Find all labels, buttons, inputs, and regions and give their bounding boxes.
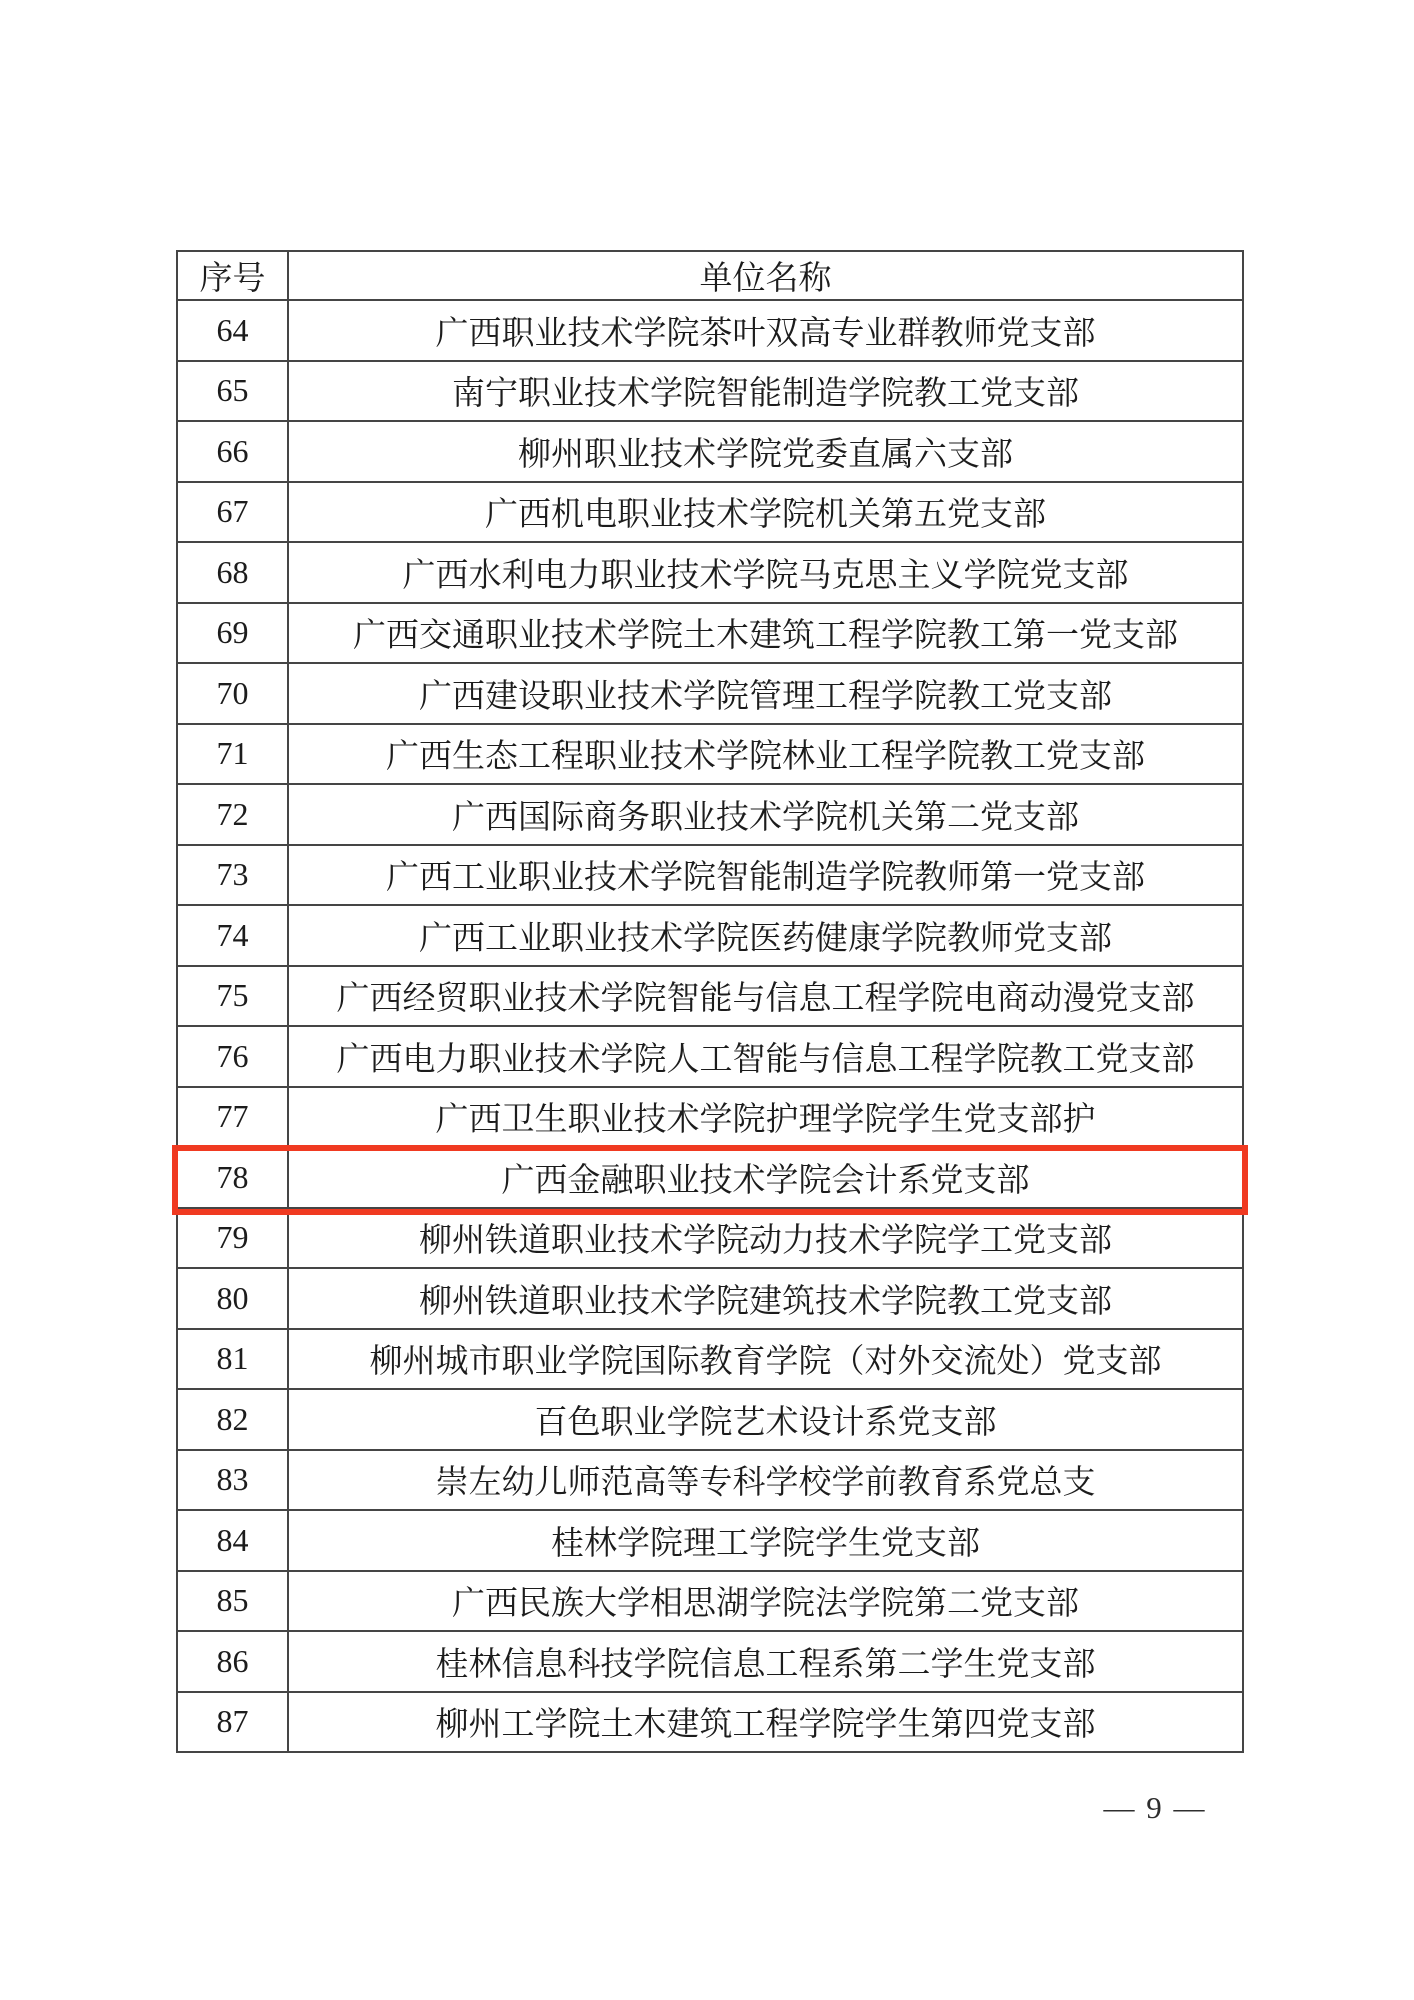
- row-number-cell: 75: [177, 966, 288, 1027]
- table-row: [177, 603, 1243, 664]
- row-number-cell: 86: [177, 1631, 288, 1692]
- unit-name-cell: 桂林学院理工学院学生党支部: [288, 1510, 1243, 1571]
- row-number-cell: 73: [177, 845, 288, 906]
- unit-table: [176, 250, 1244, 1753]
- unit-name-cell: 广西建设职业技术学院管理工程学院教工党支部: [288, 663, 1243, 724]
- table-row: [177, 1026, 1243, 1087]
- table-row: [177, 1087, 1243, 1148]
- header-unit-name: 单位名称: [288, 251, 1243, 300]
- table-row: [177, 663, 1243, 724]
- table-row: [177, 1571, 1243, 1632]
- table-row: [177, 1268, 1243, 1329]
- table-row: [177, 421, 1243, 482]
- table-row: [177, 724, 1243, 785]
- row-number-cell: 76: [177, 1026, 288, 1087]
- table-row: [177, 845, 1243, 906]
- unit-table-body: [177, 300, 1243, 1752]
- row-number-cell: 77: [177, 1087, 288, 1148]
- row-number-cell: 78: [177, 1147, 288, 1208]
- table-row: [177, 1510, 1243, 1571]
- table-row: [177, 361, 1243, 422]
- unit-name-cell: 南宁职业技术学院智能制造学院教工党支部: [288, 361, 1243, 422]
- unit-name-cell: 柳州铁道职业技术学院建筑技术学院教工党支部: [288, 1268, 1243, 1329]
- unit-name-cell: 百色职业学院艺术设计系党支部: [288, 1389, 1243, 1450]
- unit-name-cell: 桂林信息科技学院信息工程系第二学生党支部: [288, 1631, 1243, 1692]
- header-serial-number: 序号: [177, 251, 288, 300]
- unit-name-cell: 柳州职业技术学院党委直属六支部: [288, 421, 1243, 482]
- table-row: [177, 1208, 1243, 1269]
- row-number-cell: 65: [177, 361, 288, 422]
- table-row: [177, 1389, 1243, 1450]
- table-header-row: [177, 251, 1243, 300]
- table-row: [177, 966, 1243, 1027]
- unit-name-cell: 柳州城市职业学院国际教育学院（对外交流处）党支部: [288, 1329, 1243, 1390]
- unit-name-cell: 广西电力职业技术学院人工智能与信息工程学院教工党支部: [288, 1026, 1243, 1087]
- row-number-cell: 81: [177, 1329, 288, 1390]
- row-number-cell: 66: [177, 421, 288, 482]
- unit-name-cell: 广西水利电力职业技术学院马克思主义学院党支部: [288, 542, 1243, 603]
- unit-name-cell: 广西金融职业技术学院会计系党支部: [288, 1147, 1243, 1208]
- unit-name-cell: 崇左幼儿师范高等专科学校学前教育系党总支: [288, 1450, 1243, 1511]
- table-row: [177, 1450, 1243, 1511]
- table-row: [177, 482, 1243, 543]
- table-row: [177, 1692, 1243, 1753]
- unit-name-cell: 广西生态工程职业技术学院林业工程学院教工党支部: [288, 724, 1243, 785]
- unit-name-cell: 广西国际商务职业技术学院机关第二党支部: [288, 784, 1243, 845]
- table-wrapper: [176, 250, 1244, 1753]
- table-row: [177, 1631, 1243, 1692]
- unit-name-cell: 广西职业技术学院茶叶双高专业群教师党支部: [288, 300, 1243, 361]
- row-number-cell: 69: [177, 603, 288, 664]
- table-row: [177, 300, 1243, 361]
- row-number-cell: 79: [177, 1208, 288, 1269]
- unit-name-cell: 柳州工学院土木建筑工程学院学生第四党支部: [288, 1692, 1243, 1753]
- row-number-cell: 82: [177, 1389, 288, 1450]
- unit-name-cell: 广西民族大学相思湖学院法学院第二党支部: [288, 1571, 1243, 1632]
- table-row: [177, 542, 1243, 603]
- row-number-cell: 87: [177, 1692, 288, 1753]
- row-number-cell: 64: [177, 300, 288, 361]
- row-number-cell: 83: [177, 1450, 288, 1511]
- unit-name-cell: 广西工业职业技术学院智能制造学院教师第一党支部: [288, 845, 1243, 906]
- row-number-cell: 70: [177, 663, 288, 724]
- row-number-cell: 80: [177, 1268, 288, 1329]
- table-row: [177, 784, 1243, 845]
- row-number-cell: 68: [177, 542, 288, 603]
- table-row: [177, 1147, 1243, 1208]
- unit-name-cell: 广西交通职业技术学院土木建筑工程学院教工第一党支部: [288, 603, 1243, 664]
- page-number: — 9 —: [1103, 1790, 1207, 1825]
- row-number-cell: 71: [177, 724, 288, 785]
- row-number-cell: 85: [177, 1571, 288, 1632]
- row-number-cell: 74: [177, 905, 288, 966]
- unit-name-cell: 广西经贸职业技术学院智能与信息工程学院电商动漫党支部: [288, 966, 1243, 1027]
- unit-name-cell: 广西卫生职业技术学院护理学院学生党支部护: [288, 1087, 1243, 1148]
- table-row: [177, 1329, 1243, 1390]
- table-row: [177, 905, 1243, 966]
- row-number-cell: 67: [177, 482, 288, 543]
- unit-name-cell: 广西工业职业技术学院医药健康学院教师党支部: [288, 905, 1243, 966]
- row-number-cell: 72: [177, 784, 288, 845]
- unit-name-cell: 广西机电职业技术学院机关第五党支部: [288, 482, 1243, 543]
- row-number-cell: 84: [177, 1510, 288, 1571]
- unit-name-cell: 柳州铁道职业技术学院动力技术学院学工党支部: [288, 1208, 1243, 1269]
